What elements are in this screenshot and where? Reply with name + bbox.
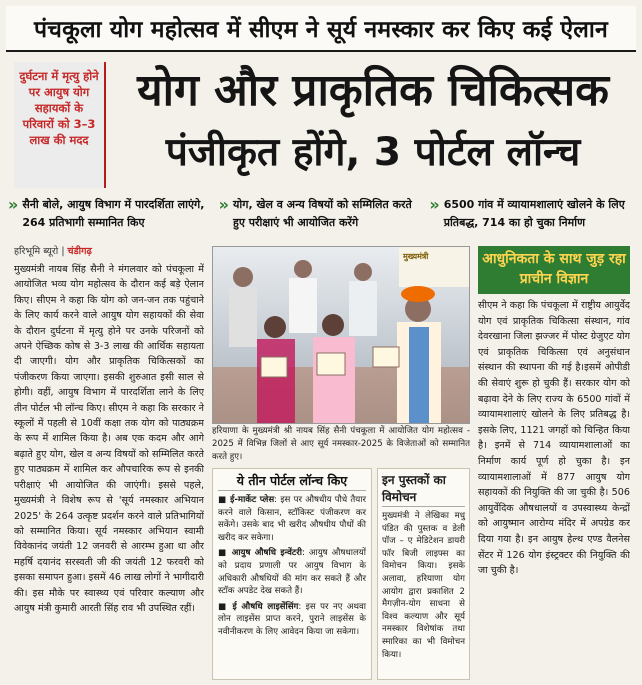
photo-people-illustration (213, 247, 470, 424)
byline-city: चंडीगढ़ (67, 246, 92, 257)
portal-item (218, 547, 366, 597)
double-chevron-icon: » (8, 195, 19, 214)
portals-box-heading: ये तीन पोर्टल लॉन्च किए (218, 472, 366, 491)
portal-item-marker: ■ (218, 601, 233, 612)
double-chevron-icon: » (429, 195, 440, 214)
portal-item-text: : इस पर नए अथवा लोन लाइसेंस प्राप्त करने, पुराने लाइसेंस के नवीनीकरण के लिए आवेदन किया जा सकेगा। (218, 601, 366, 637)
portal-item (218, 601, 366, 639)
books-box-text: मुख्यमंत्री ने लेखिका मधु पंडित की पुस्तक व डेली पॉज – ए मेडिटेशन डायरी फॉर बिजी लाइफ्स का विमोचन किया। इसके अलावा, हरियाणा योग आयोग द्वारा प्रकाशित 2 मैगज़ीन-योग साधना से विश्व कल्याण और सूर्य नमस्कार विशेषांक तथा स्मारिका का भी विमोचन किया। (382, 511, 465, 660)
subhead-2 (219, 196, 424, 240)
portals-box (212, 468, 372, 680)
pipe-divider: | (61, 246, 68, 257)
portal-item-text: : इस पर औषधीय पौधे तैयार करने वाले किसान, स्टॉकिस्ट पंजीकरण कर सकेंगे। उसके बाद भी खरीद औषधीय पौधों की खरीद कर सकेगा। (218, 495, 366, 543)
article-body-text: मुख्यमंत्री नायब सिंह सैनी ने मंगलवार को पंचकूला में आयोजित भव्य योग महोत्सव के दौरान कई बड़े ऐलान किए। सीएम ने कहा कि योग को जन-जन तक पहुंचाने के लिए कार्य करने वाले आयुष योग सहायकों की सेवा के दौरान दुर्घटना में मृत्यु होने पर उनके परिजनों को अपने ऐच्छिक कोष से 3-3 लाख की आर्थिक सहायता दी जाएगी। योग और प्राकृतिक चिकित्सकों का पंजीकरण किया जाएगा। इसकी शुरुआत इसी साल से होगी। वहीं, आयुष विभाग में पारदर्शिता लाने के लिए तीन पोर्टल भी लॉन्च किए। सीएम ने कहा कि सरकार ने स्कूलों में पहली से 10वीं कक्षा तक योग को पाठ्यक्रम के रूप में शामिल किया है। अब एक कदम और आगे बढ़ाते हुए योग, खेल व अन्य विषयों को सम्मिलित करते हुए पाठ्यक्रम में शामिल कर औपचारिक रूप से इनकी परीक्षाएं भी आयोजित की जाएंगी। इससे पहले, मुख्यमंत्री ने विशेष रूप से 'सूर्य नमस्कार अभियान 2025' के 264 उत्कृष्ट प्रदर्शन करने वाले प्रतिभागियों को सम्मानित किया। सूर्य नमस्कार अभियान स्वामी विवेकानंद जयंती 12 जनवरी से आरम्भ हुआ था और महर्षि दयानंद सरस्वती जी की जयंती 12 फरवरी को इसका समापन हुआ। इसमें 46 लाख लोगों ने भागीदारी की। इस मौके पर स्वास्थ्य एवं परिवार कल्याण और आयुष मंत्री कुमारी आरती सिंह राव भी उपस्थित रहीं। (14, 264, 204, 614)
main-headline-line1: योग और प्राकृतिक चिकित्सक (137, 65, 609, 116)
highlight-sidebox (14, 62, 106, 188)
subhead-text: सैनी बोले, आयुष विभाग में पारदर्शिता लाएंगे, 264 प्रतिभागी सम्मानित किए (22, 198, 205, 229)
double-chevron-icon: » (218, 195, 230, 214)
subhead-text: योग, खेल व अन्य विषयों को सम्मिलित करते हुए परीक्षाएं भी आयोजित करेंगे (233, 198, 412, 229)
col3-heading: आधुनिकता के साथ जुड़ रहा प्राचीन विज्ञान (478, 246, 630, 294)
portal-item-title: आयुष औषधि इन्वेंटरी (231, 548, 302, 559)
sidebox-text: दुर्घटना में मृत्यु होने पर आयुष योग सहायकों के परिवारों को 3–3 लाख की मदद (19, 69, 99, 147)
top-headline-text: पंचकूला योग महोत्सव में सीएम ने सूर्य नमस्कार कर किए कई ऐलान (34, 17, 608, 43)
portal-item (218, 494, 366, 544)
portal-item-marker: ■ (218, 495, 231, 505)
article-column-1 (14, 262, 204, 677)
portal-item-text: : आयुष औषधालयों को प्रदाय प्रणाली पर आयुष विभाग के अधिकारी औषधियों की मांग कर सकते हैं और स्टॉक अपडेट देख सकते हैं। (218, 548, 366, 597)
photo-caption: हरियाणा के मुख्यमंत्री श्री नायब सिंह सैनी पंचकूला में आयोजित योग महोत्सव - 2025 में विभिन्न जिलों से आए सूर्य नमस्कार-2025 के विजेताओं को सम्मानित करते हुए। (212, 426, 470, 462)
subhead-3 (429, 196, 634, 240)
byline (14, 244, 204, 260)
portal-item-marker: ■ (218, 548, 232, 559)
col3-body-text: सीएम ने कहा कि पंचकूला में राष्ट्रीय आयुर्वेद योग एवं प्राकृतिक चिकित्सा संस्थान, गांव देवरखाना जिला झज्जर में पोस्ट ग्रेजुएट योग एवं प्राकृतिक चिकित्सा एवं अनुसंधान संस्थान की स्थापना की गई है।इसमें ओपीडी की सेवाएं शुरू हो चुकी हैं। सरकार योग को बढ़ावा देने के लिए राज्य के 6500 गांवों में व्यायामशालाएं खोलने के लिए प्रतिबद्ध है।इसके लिए, 1121 जगहों को चिन्हित किया है। इनमें से 714 व्यायामशालाओं का निर्माण कार्य पूर्ण हो चुका है। इन व्यायामशालाओं में 877 आयुष योग सहायकों की नियुक्ति की जा चुकी है। 506 आयुर्वेदिक औषधालयों व उपस्वास्थ्य केन्द्रों को आयुष्मान आरोग्य मंदिर में अपग्रेड कर दिया गया है। इन आयुष हेल्थ एण्ड वैलनेस सेंटर में 126 योग इंस्ट्रक्टर की नियुक्ति की जा चुकी है। (478, 300, 630, 577)
subhead-1 (8, 196, 213, 240)
portal-item-title: ई-मार्केट प्लेस (230, 495, 275, 505)
main-headline-line2: पंजीकृत होंगे, 3 पोर्टल लॉन्च (165, 130, 581, 175)
main-headline (112, 60, 634, 190)
top-headline (6, 6, 636, 52)
event-photo (212, 246, 470, 424)
subheads-row (8, 196, 634, 240)
books-box (377, 468, 470, 680)
portal-item-title: ई औषधि लाइसेंसिंग (232, 601, 299, 612)
subhead-text: 6500 गांव में व्यायामशालाएं खोलने के लिए प्रतिबद्ध, 714 का हो चुका निर्माण (443, 198, 625, 229)
books-box-heading: इन पुस्तकों का विमोचन (382, 472, 465, 507)
photo-banner-text: मुख्यमंत्री (403, 252, 429, 261)
article-column-3 (478, 246, 630, 680)
byline-source: हरिभूमि ब्यूरो (14, 246, 59, 257)
